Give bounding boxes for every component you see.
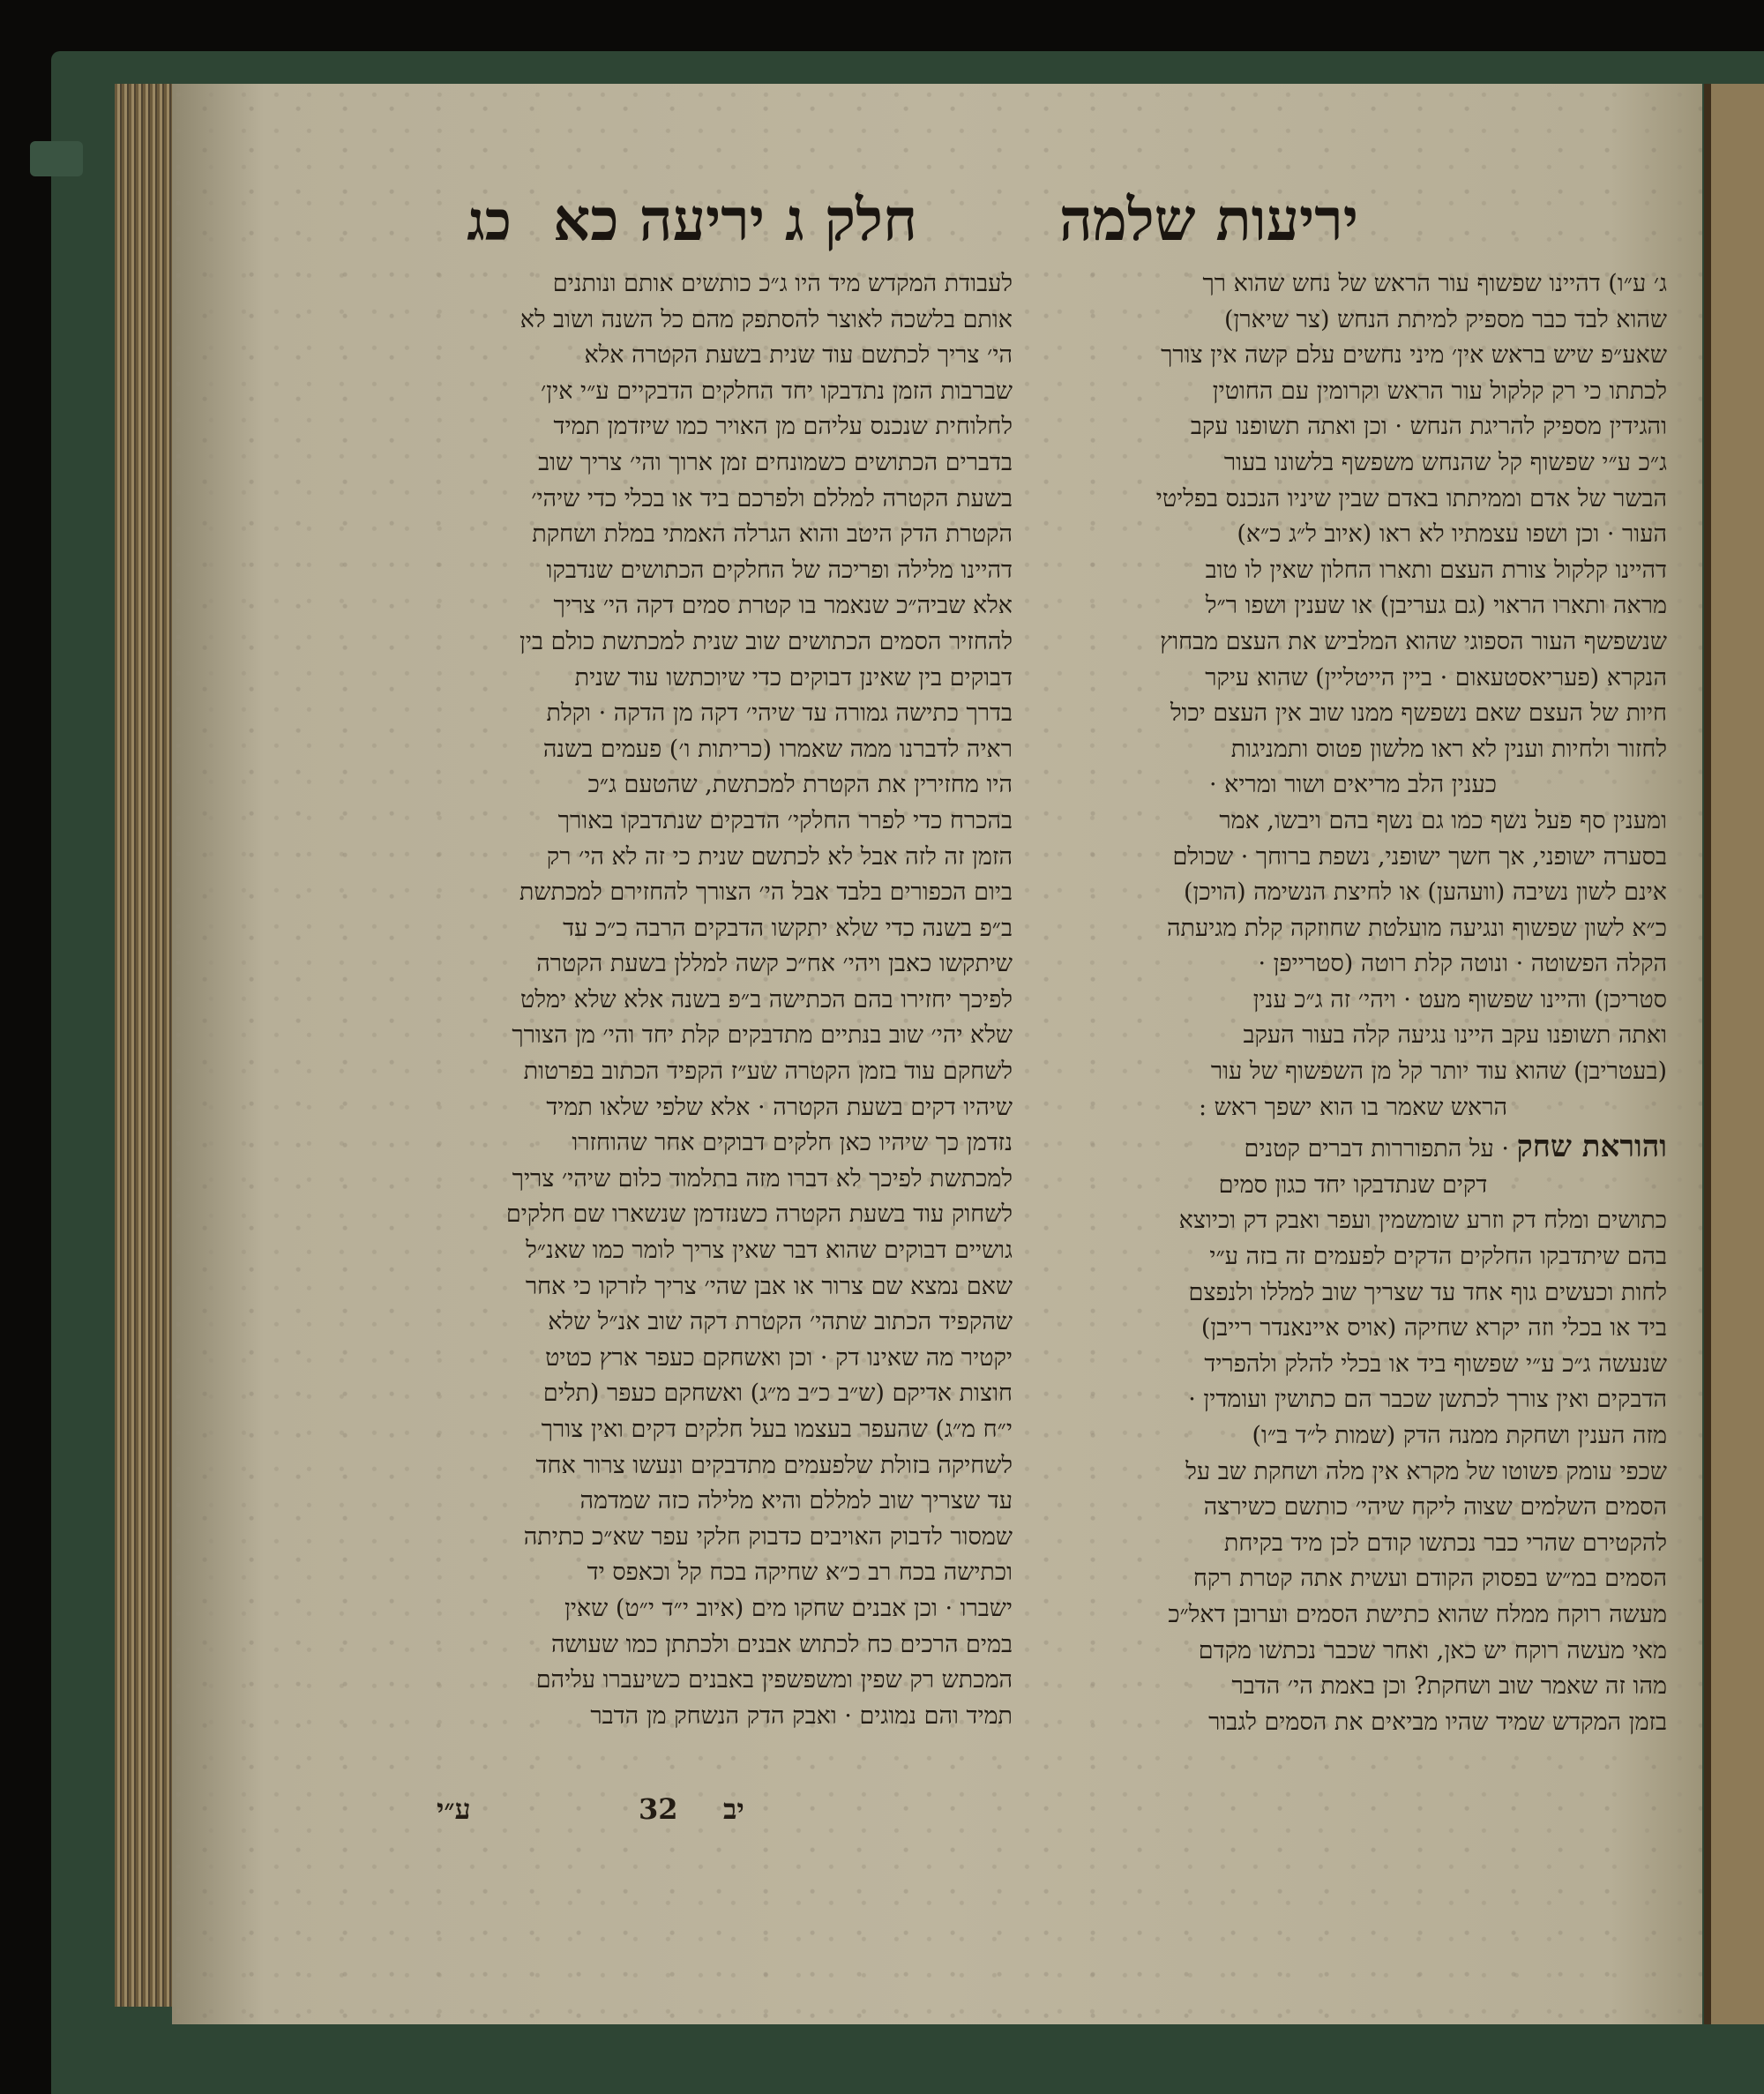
text-line: לחלוחית שנכנס עליהם מן האויר כמו שיזדמן תמיד (553, 413, 1013, 441)
text-line: שברבות הזמן נתדבקו יחד החלקים הדבקיים ע״י אין׳ (541, 377, 1013, 405)
text-line: שיתקשו כאבן ויהי׳ אח״כ קשה למללן בשעת הקטרה (536, 950, 1013, 978)
text-line: שהוא לבד כבר מספיק למיתת הנחש (צר שיארן) (1223, 305, 1667, 333)
text-line: שאם נמצא שם צרור או אבן שהי׳ צריך לזרקו כי אחר (525, 1272, 1013, 1300)
text-line: הדבקים ואין צורך לכתשן שכבר הם כתושין ועומדין · (1188, 1386, 1667, 1414)
text-line: שאע״פ שיש בראש אין׳ מיני נחשים עלם קשה אין צורך (1161, 341, 1667, 370)
text-line: מזה הענין ושחקת ממנה הדק (שמות ל״ד ב״ו) (1252, 1422, 1667, 1449)
text-line: אלא שביה״כ שנאמר בו קטרת סמים דקה הי׳ צריך (553, 592, 1013, 620)
text-line: שכפי עומק פשוטו של מקרא אין מלה ושחקת שב על (1185, 1457, 1667, 1485)
text-line: בשעת הקטרה למללם ולפרכם ביד או בכלי כדי שיהי׳ (531, 484, 1013, 512)
text-line: נזדמן כך שיהיו כאן חלקים דבוקים אחר שהוחזרו (572, 1129, 1013, 1157)
facing-page-edge (1711, 84, 1764, 2024)
text-line: שיהיו דקים בשעת הקטרה · אלא שלפי שלאו תמיד (546, 1093, 1013, 1121)
text-line: בזמן המקדש שמיד שהיו מביאים את הסמים לגבור (1208, 1708, 1667, 1736)
text-line: ב״פ בשנה כדי שלא יתקשו הדבקים הרבה כ״כ עד (563, 914, 1013, 942)
text-line: לשחיקה בזולת שלפעמים מתדבקים ונעשו צרור אחד (535, 1451, 1013, 1479)
text-line: ישברו · וכן אבנים שחקו מים (איוב י״ד י״ט) שאין (564, 1594, 1013, 1622)
text-line: (בעטריבן) שהוא עוד יותר קל מן השפשוף של עור (1210, 1058, 1667, 1086)
text-line: גושיים דבוקים שהוא דבר שאין צריך לומר כמו שאנ״ל (526, 1237, 1013, 1265)
text-line: בהם שיתדבקו החלקים הדקים לפעמים זה בזה ע״י (1209, 1243, 1667, 1271)
text-line: שנשפשף העור הספוגי שהוא המלביש את העצם מבחוץ (1160, 627, 1667, 655)
text-line: כענין הלב מריאים ושור ומריא · (1208, 771, 1498, 799)
text-line: הסמים במ״ש בפסוק הקודם ועשית אתה קטרת רקח (1192, 1565, 1667, 1593)
section-heading (1039, 1129, 1667, 1168)
text-line: דקים שנתדבקו יחד כגון סמים (1218, 1170, 1488, 1199)
text-line: במים הרכים כח לכתוש אבנים ולכתתן כמו שעושה (551, 1630, 1013, 1658)
text-line: ג״כ ע״י שפשוף קל שהנחש משפשף בלשונו בעור (1223, 448, 1667, 476)
text-line: מעשה רוקח ממלח שהוא כתישת הסמים וערובן דאל״כ (1168, 1600, 1667, 1628)
text-line: הסמים השלמים שצוה ליקח שיהי׳ כותשם כשירצה (1203, 1493, 1667, 1522)
text-line: שמסור לדבוק האויבים כדבוק חלקי עפר שא״כ כתיתה (523, 1522, 1013, 1551)
text-line: לפיכך יחזירו בהם הכתישה ב״פ בשנה אלא שלא ימלט (520, 985, 1013, 1013)
text-line: בסערה ישופני, אך חשך ישופני, נשפת ברוחך · שכולם (1172, 842, 1667, 871)
heading-text: · על התפוררות דברים קטנים (1244, 1135, 1509, 1163)
text-line: ומענין סף פעל נשף כמו גם נשף בהם ויבשו, אמר (1219, 806, 1667, 834)
text-line: דהיינו מלילה ופריכה של החלקים הכתושים שנדבקו (546, 556, 1013, 584)
text-line: המכתש רק שפין ומשפשפין באבנים כשיעברו עליהם (535, 1666, 1013, 1694)
text-line: לשחוק עוד בשעת הקטרה כשנזדמן שנשארו שם חלקים (505, 1200, 1013, 1229)
header-section: חלק ג יריעה כא (553, 185, 917, 254)
text-line: דבוקים בין שאינן דבוקים כדי שיוכתשו עוד שנית (574, 663, 1013, 692)
text-line: להחזיר הסמים הכתושים שוב שנית למכתשת כולם בין (519, 627, 1013, 655)
text-line: מהו זה שאמר שוב ושחקת? וכן באמת הי׳ הדבר (1231, 1672, 1667, 1701)
text-line: תמיד והם נמוגים · ואבק הדק הנשחק מן הדבר (590, 1701, 1013, 1730)
leaf-number: 32 (639, 1792, 678, 1826)
text-line: אותם בלשכה לאוצר להסתפק מהם כל השנה ושוב לא (519, 305, 1013, 333)
text-line: י״ח מ״ג) שהעפר בעצמו בעל חלקים דקים ואין צורך (541, 1416, 1013, 1443)
header-title: יריעות שלמה (1058, 185, 1358, 254)
text-line: שנעשה ג״כ ע״י שפשוף ביד או בכלי להלק ולהפריד (1204, 1350, 1667, 1378)
text-line: ואתה תשופנו עקב היינו נגיעה קלה בעור העקב (1243, 1021, 1667, 1050)
text-line: לחות וכעשים גוף אחד עד שצריך שוב למללו ולנפצם (1188, 1278, 1667, 1306)
right-column (1039, 266, 1667, 1740)
text-line: הראש שאמר בו הוא ישפך ראש : (1198, 1093, 1508, 1121)
text-line: ביום הכפורים בלבד אבל הי׳ הצורך להחזירם למכתשת (519, 879, 1013, 907)
page-number: כג (467, 189, 512, 253)
text-line: לכתתו כי רק קלקול עור הראש וקרומין עם החוטין (1212, 377, 1667, 405)
cover-clasp (30, 141, 83, 176)
left-column (381, 266, 1013, 1734)
text-line: להקטירם שהרי כבר נכתשו קודם לכן מיד בקיחת (1223, 1529, 1667, 1557)
text-line: בדרך כתישה גמורה עד שיהי׳ דקה מן הדקה · וקלת (546, 699, 1013, 728)
text-line: למכתשת לפיכך לא דברו מזה בתלמוד כלום שיהי׳ צריך (512, 1164, 1013, 1193)
sheet-mark: יב (723, 1792, 744, 1826)
text-line: עד שצריך שוב למללם והיא מלילה כזה שמדמה (579, 1487, 1013, 1515)
text-line: וכתישה בכח רב כ״א שחיקה בכח קל וכאפס יד (587, 1559, 1013, 1587)
text-line: לחזור ולחיות וענין לא ראו מלשון פטוס ותמניגות (1230, 735, 1667, 763)
text-line: הנקרא (פעריאסטעאום · ביין הייטליין) שהוא עיקר (1205, 663, 1667, 692)
text-line: חיות של העצם שאם נשפשף ממנו שוב אין העצם יכול (1170, 699, 1667, 728)
text-line: בהכרח כדי לפרר החלקי׳ הדבקים שנתדבקו באורך (557, 806, 1013, 834)
text-line: חוצות אדיקם (ש״ב כ״ב מ״ג) ואשחקם כעפר (תלים (542, 1380, 1013, 1408)
text-line: ראיה לדברנו ממה שאמרו (כריתות ו׳) פעמים בשנה (542, 735, 1013, 763)
text-line: סטריכן) והיינו שפשוף מעט · ויהי׳ זה ג״כ ענין (1252, 985, 1667, 1013)
text-line: הבשר של אדם וממיתתו באדם שבין שיניו הנכנס בפליטי (1155, 484, 1667, 512)
text-line: הזמן זה לזה אבל לא לכתשם שנית כי זה לא הי׳ רק (546, 842, 1013, 871)
text-line: ג׳ ע״ו) דהיינו שפשוף עור הראש של נחש שהוא רך (1202, 270, 1667, 297)
text-line: דהיינו קלקול צורת העצם ותארו החלון שאין לו טוב (1205, 556, 1667, 584)
text-line: בדברים הכתושים כשמונחים זמן ארוך והי׳ צריך שוב (538, 448, 1013, 476)
signature-mark: ע״י (437, 1792, 471, 1826)
running-header (406, 185, 1358, 265)
text-line: לשחקם עוד בזמן הקטרה שע״ז הקפיד הכתוב בפרטות (523, 1058, 1013, 1086)
text-line: הי׳ צריך לכתשם עוד שנית בשעת הקטרה אלא (584, 341, 1013, 370)
text-line: שלא יהי׳ שוב בנתיים מתדבקים קלת יחד והי׳ מן הצורך (512, 1021, 1013, 1050)
text-line: הקלה הפשוטה · ונוטה קלת רוטה (סטרייפן · (1258, 950, 1667, 978)
text-line: היו מחזירין את הקטרת למכתשת, שהטעם ג״כ (587, 771, 1013, 799)
text-line: והגידין מספיק להריגת הנחש · וכן ואתה תשופנו עקב (1190, 413, 1667, 441)
text-line: ביד או בכלי וזה יקרא שחיקה (אויס איינאנדר רייבן) (1200, 1314, 1667, 1342)
text-line: לעבודת המקדש מיד היו ג״כ כותשים אותם ונותנים (552, 270, 1013, 297)
text-line: הקטרת הדק היטב והוא הגרלה האמתי במלת ושחקת (532, 520, 1013, 549)
text-line: מאי מעשה רוקח יש כאן, ואחר שכבר נכתשו מקדם (1198, 1636, 1667, 1664)
text-line: כ״א לשון שפשוף ונגיעה מועלטת שחוזקה קלת מגיעתה (1167, 914, 1667, 942)
heading-word: והוראת שחק (1516, 1129, 1667, 1165)
text-line: העור · וכן ושפו עצמתיו לא ראו (איוב ל״ג כ״א) (1237, 520, 1667, 549)
text-line: יקטיר מה שאינו דק · וכן ואשחקם כעפר ארץ כטיט (545, 1343, 1013, 1372)
text-line: אינם לשון נשיבה (וועהען) או לחיצת הנשימה (הויכן) (1183, 879, 1667, 907)
text-line: כתושים ומלח דק וזרע שומשמין ועפר ואבק דק וכיוצא (1178, 1207, 1667, 1235)
text-line: מראה ותארו הראוי (גם געריבן) או שענין ושפו ר״ל (1205, 592, 1667, 620)
text-line: שהקפיד הכתוב שתהי׳ הקטרת דקה שוב אנ״ל שלא (548, 1308, 1013, 1336)
